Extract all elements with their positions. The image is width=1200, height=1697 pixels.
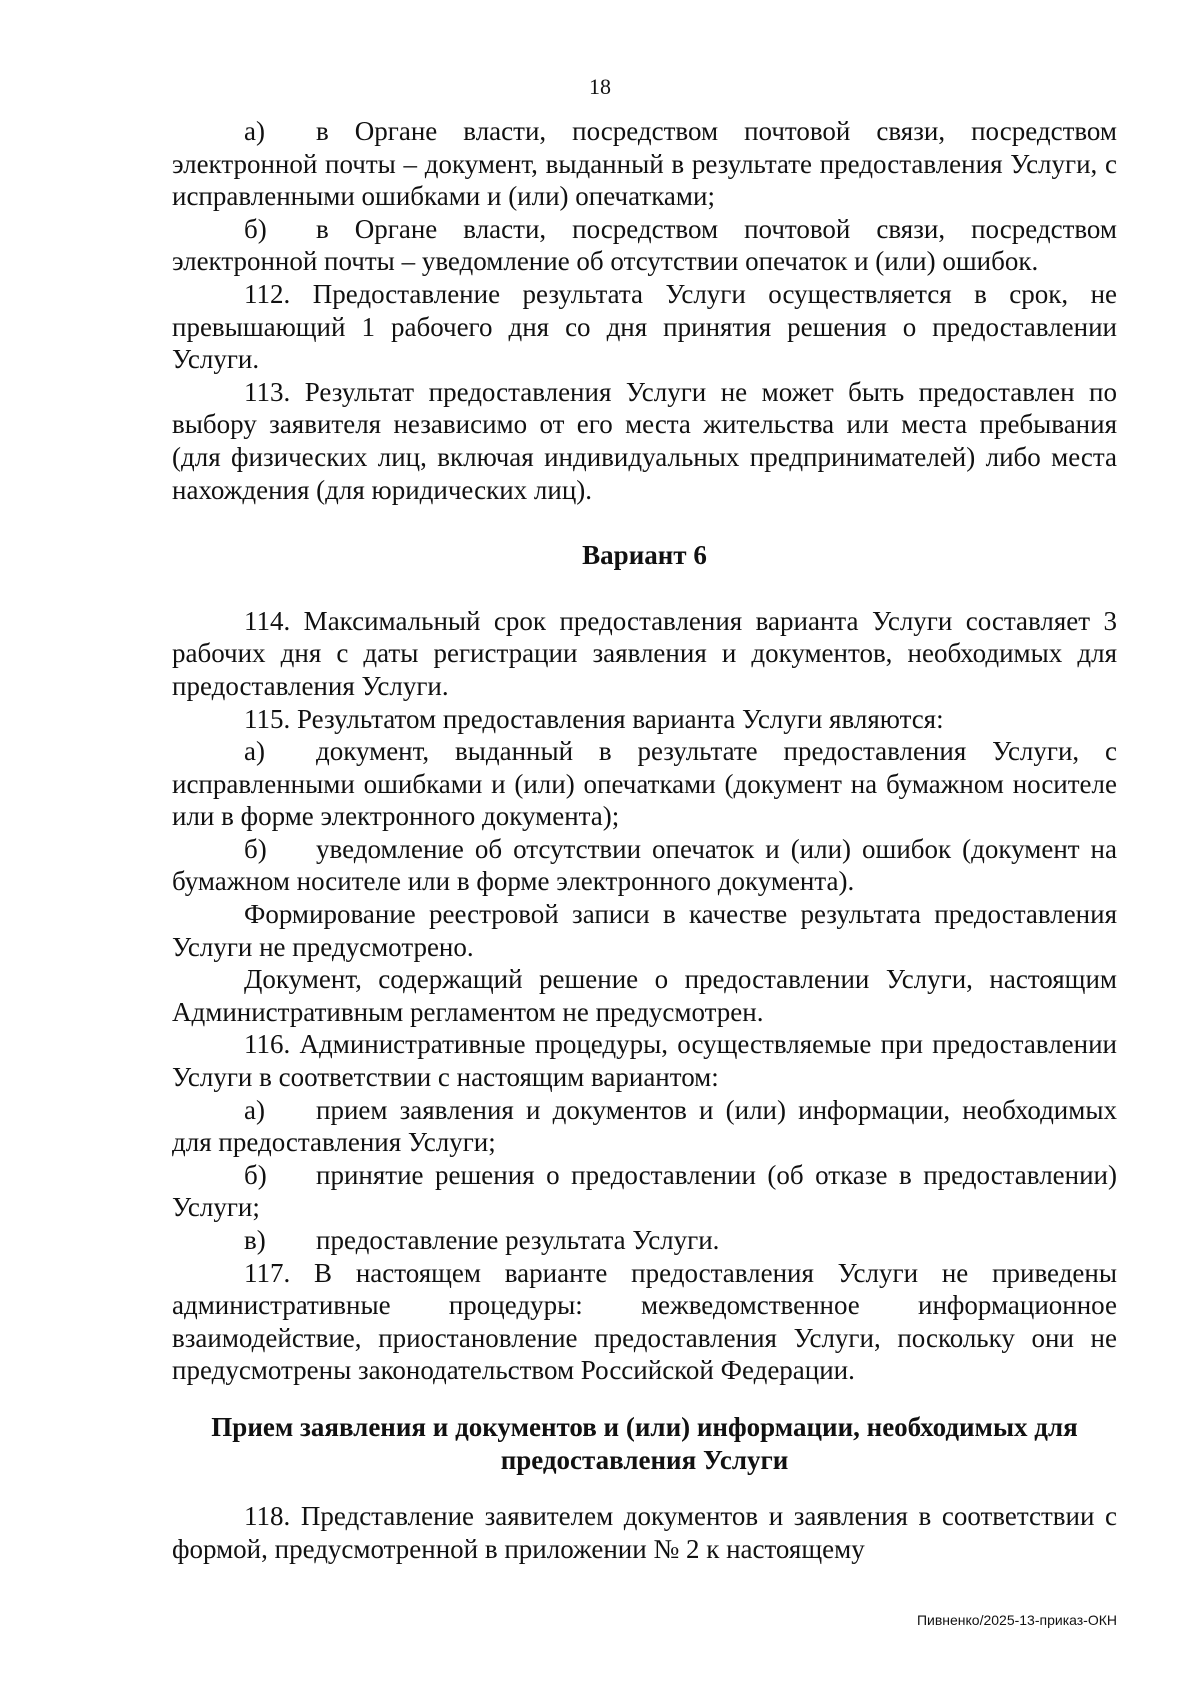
list-item-text: документ, выданный в результате предоставления Услуги, с исправленными ошибками и (или) опечатками (документ на бумажном носителе или в форме электронного документа);	[172, 736, 1117, 832]
section-heading-variant-6: Вариант 6	[582, 540, 707, 571]
spacer	[172, 506, 1117, 539]
list-marker: в)	[244, 1225, 266, 1255]
list-item	[172, 735, 1117, 833]
list-item-text: в Органе власти, посредством почтовой связи, посредством электронной почты – документ, выданный в результате предоставления Услуги, с исправленными ошибками и (или) опечатками;	[172, 116, 1117, 212]
document-footer-reference: Пивненко/2025-13-приказ-ОКН	[916, 1612, 1117, 1628]
list-marker: а)	[244, 736, 265, 767]
paragraph-112: 112. Предоставление результата Услуги осуществляется в срок, не превышающий 1 рабочего дня со дня принятия решения о предоставлении Услуги.	[172, 278, 1117, 375]
list-item	[172, 833, 1117, 898]
list-marker: а)	[244, 116, 265, 146]
paragraph-113: 113. Результат предоставления Услуги не может быть предоставлен по выбору заявителя независимо от его места жительства или места пребывания (для физических лиц, включая индивидуальных предпринимателей) либо места нахождения (для юридических лиц).	[172, 376, 1117, 505]
list-item-text: уведомление об отсутствии опечаток и (или) ошибок (документ на бумажном носителе или в форме электронного документа).	[172, 833, 1117, 897]
list-marker: б)	[244, 833, 267, 864]
paragraph-116: 116. Административные процедуры, осуществляемые при предоставлении Услуги в соответствии с настоящим вариантом:	[172, 1029, 1117, 1093]
list-item-text: в Органе власти, посредством почтовой связи, посредством электронной почты – уведомление об отсутствии опечаток и (или) ошибок.	[172, 213, 1117, 277]
spacer	[172, 572, 1117, 605]
paragraph-117: 117. В настоящем варианте предоставления Услуги не приведены административные процедуры: межведомственное информационное взаимодействие, приостановление предоставления Услуги, поскольку они не предусмотрены законодательством Российской Федерации.	[172, 1257, 1117, 1386]
list-marker: б)	[244, 1159, 267, 1190]
spacer	[172, 1387, 1117, 1411]
paragraph-115: 115. Результатом предоставления варианта Услуги являются:	[244, 703, 944, 734]
list-item	[172, 115, 1117, 213]
paragraph-registry-record: Формирование реестровой записи в качестве результата предоставления Услуги не предусмотрено.	[172, 899, 1117, 962]
list-item	[172, 1224, 1117, 1257]
paragraph-114: 114. Максимальный срок предоставления варианта Услуги составляет 3 рабочих дня с даты регистрации заявления и документов, необходимых для предоставления Услуги.	[172, 605, 1117, 701]
paragraph-118: 118. Представление заявителем документов и заявления в соответствии с формой, предусмотренной в приложении № 2 к настоящему	[172, 1501, 1117, 1564]
list-item	[172, 1159, 1117, 1224]
document-body	[172, 115, 1117, 1565]
list-item-text: принятие решения о предоставлении (об отказе в предоставлении) Услуги;	[172, 1159, 1117, 1223]
page-number: 18	[589, 74, 611, 99]
list-marker: а)	[244, 1094, 265, 1125]
section-heading-application-intake: Прием заявления и документов и (или) информации, необходимых для предоставления Услуги	[211, 1411, 1078, 1475]
list-item	[172, 1094, 1117, 1159]
list-item-text: предоставление результата Услуги.	[316, 1225, 720, 1255]
list-marker: б)	[244, 213, 267, 244]
list-item-text: прием заявления и документов и (или) информации, необходимых для предоставления Услуги;	[172, 1094, 1117, 1158]
spacer	[172, 1476, 1117, 1500]
paragraph-decision-document: Документ, содержащий решение о предоставлении Услуги, настоящим Административным регламентом не предусмотрен.	[172, 964, 1117, 1027]
list-item	[172, 213, 1117, 278]
